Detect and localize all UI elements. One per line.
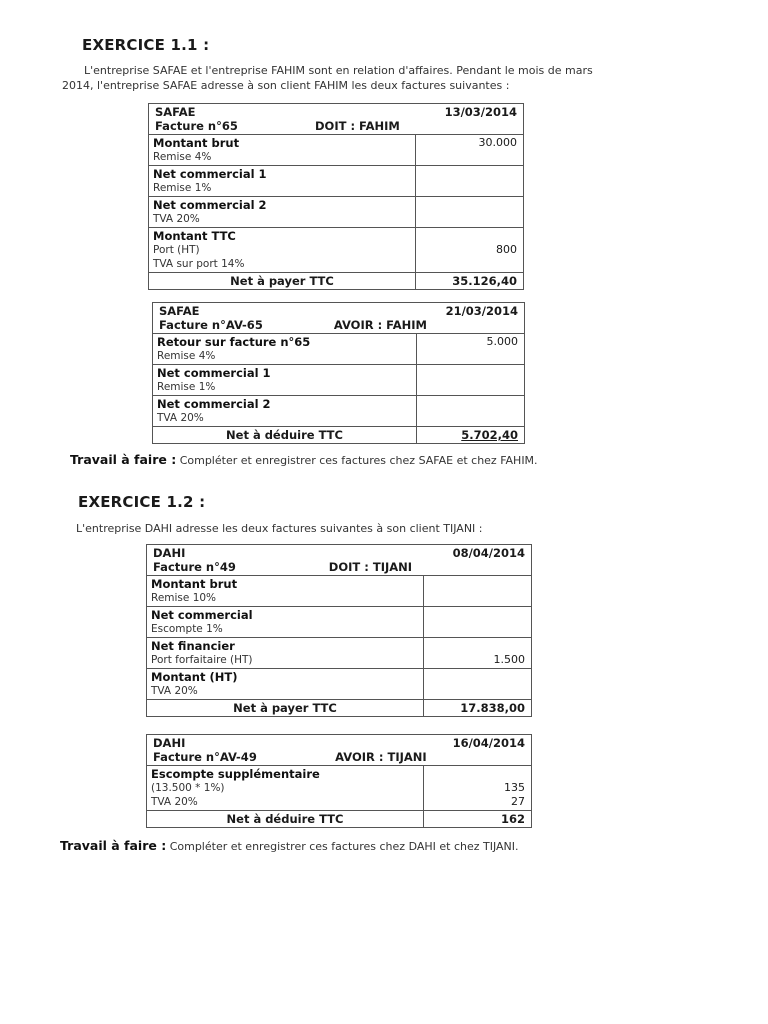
row-label: Net commercial 2 <box>157 397 271 411</box>
total-value: 35.126,40 <box>452 274 517 288</box>
row-value <box>417 365 524 395</box>
row-sub-label: Remise 4% <box>157 350 216 362</box>
row-value: 1.500 <box>493 653 525 666</box>
invoice-row <box>149 166 523 197</box>
row-value: 800 <box>496 243 517 256</box>
row-label: Montant TTC <box>153 229 236 243</box>
invoice-debtor: DOIT : TIJANI <box>328 560 413 574</box>
row-label: Net financier <box>151 639 235 653</box>
invoice-dahi-49 <box>146 544 532 717</box>
invoice-row <box>147 607 531 638</box>
invoice-date: 13/03/2014 <box>444 105 517 119</box>
invoice-company: DAHI <box>153 546 186 560</box>
invoice-row <box>149 197 523 228</box>
invoice-row <box>153 365 524 396</box>
row-value: 5.000 <box>486 335 518 348</box>
exercise-1-2-intro: L'entreprise DAHI adresse les deux factures suivantes à son client TIJANI : <box>76 522 483 535</box>
row-sub-label: TVA 20% <box>157 412 204 424</box>
row-value: 30.000 <box>478 136 517 149</box>
task-text: Compléter et enregistrer ces factures chez DAHI et chez TIJANI. <box>166 840 519 853</box>
row-value <box>424 669 531 699</box>
invoice-debtor: AVOIR : FAHIM <box>333 318 427 332</box>
total-value: 17.838,00 <box>460 701 525 715</box>
invoice-dahi-av49 <box>146 734 532 828</box>
invoice-row <box>149 135 523 166</box>
total-label: Net à déduire TTC <box>153 427 417 443</box>
total-value: 162 <box>500 812 525 826</box>
invoice-total <box>149 273 523 289</box>
exercise-1-1-task <box>70 452 538 467</box>
invoice-total <box>153 427 524 443</box>
exercise-1-1-title: EXERCICE 1.1 : <box>82 36 210 54</box>
invoice-number: Facture n°49 <box>153 560 236 574</box>
invoice-date: 21/03/2014 <box>445 304 518 318</box>
row-label: Net commercial 1 <box>153 167 267 181</box>
row-sub-label: TVA 20% <box>153 213 200 225</box>
row-label: Montant (HT) <box>151 670 238 684</box>
row-value <box>417 396 524 426</box>
invoice-debtor: AVOIR : TIJANI <box>335 750 427 764</box>
invoice-row <box>147 638 531 669</box>
row-sub-label: Remise 10% <box>151 592 217 604</box>
row-sub-label: TVA 20% <box>151 796 198 808</box>
invoice-debtor: DOIT : FAHIM <box>315 119 400 133</box>
row-sub-label: Remise 1% <box>153 182 212 194</box>
invoice-header <box>147 735 531 766</box>
row-label: Net commercial 1 <box>157 366 271 380</box>
invoice-number: Facture n°AV-65 <box>159 318 263 332</box>
row-sub-label: TVA 20% <box>151 685 198 697</box>
task-text: Compléter et enregistrer ces factures chez SAFAE et chez FAHIM. <box>176 454 538 467</box>
row-label: Retour sur facture n°65 <box>157 335 311 349</box>
invoice-company: SAFAE <box>159 304 200 318</box>
invoice-company: SAFAE <box>155 105 196 119</box>
invoice-header <box>149 104 523 135</box>
invoice-row <box>147 576 531 607</box>
row-sub-label: Remise 4% <box>153 151 212 163</box>
invoice-header <box>153 303 524 334</box>
exercise-1-2-title: EXERCICE 1.2 : <box>78 493 206 511</box>
row-value: 135 <box>504 781 525 794</box>
row-value <box>416 166 523 196</box>
invoice-date: 08/04/2014 <box>452 546 525 560</box>
row-sub-label: Port forfaitaire (HT) <box>151 654 253 666</box>
total-label: Net à déduire TTC <box>147 811 424 827</box>
row-sub-label: TVA sur port 14% <box>153 258 245 270</box>
exercise-1-1-intro: L'entreprise SAFAE et l'entreprise FAHIM sont en relation d'affaires. Pendant le mois de mars 2014, l'entreprise SAFAE adresse à son client FAHIM les deux factures suivantes : <box>62 64 593 92</box>
row-label: Montant brut <box>153 136 240 150</box>
invoice-company: DAHI <box>153 736 186 750</box>
invoice-date: 16/04/2014 <box>452 736 525 750</box>
row-value: 27 <box>511 795 525 808</box>
row-label: Montant brut <box>151 577 238 591</box>
invoice-row <box>149 228 523 273</box>
invoice-row <box>153 334 524 365</box>
row-value <box>424 576 531 606</box>
invoice-safae-65 <box>148 103 524 290</box>
row-label: Escompte supplémentaire <box>151 767 320 781</box>
task-label: Travail à faire : <box>70 452 177 467</box>
row-sub-label: Escompte 1% <box>151 623 223 635</box>
total-label: Net à payer TTC <box>149 273 416 289</box>
row-sub-label: Port (HT) <box>153 244 200 256</box>
row-label: Net commercial 2 <box>153 198 267 212</box>
invoice-number: Facture n°AV-49 <box>153 750 257 764</box>
invoice-row <box>147 669 531 700</box>
row-sub-label: Remise 1% <box>157 381 216 393</box>
task-label: Travail à faire : <box>60 838 167 853</box>
row-label: Net commercial <box>151 608 253 622</box>
invoice-number: Facture n°65 <box>155 119 238 133</box>
invoice-row <box>147 766 531 811</box>
total-label: Net à payer TTC <box>147 700 424 716</box>
exercise-1-2-task <box>60 838 519 853</box>
row-value <box>424 607 531 637</box>
invoice-total <box>147 811 531 827</box>
total-value: 5.702,40 <box>461 428 518 442</box>
row-sub-label: (13.500 * 1%) <box>151 782 225 794</box>
invoice-total <box>147 700 531 716</box>
invoice-row <box>153 396 524 427</box>
invoice-safae-av65 <box>152 302 525 444</box>
invoice-header <box>147 545 531 576</box>
row-value <box>416 197 523 227</box>
